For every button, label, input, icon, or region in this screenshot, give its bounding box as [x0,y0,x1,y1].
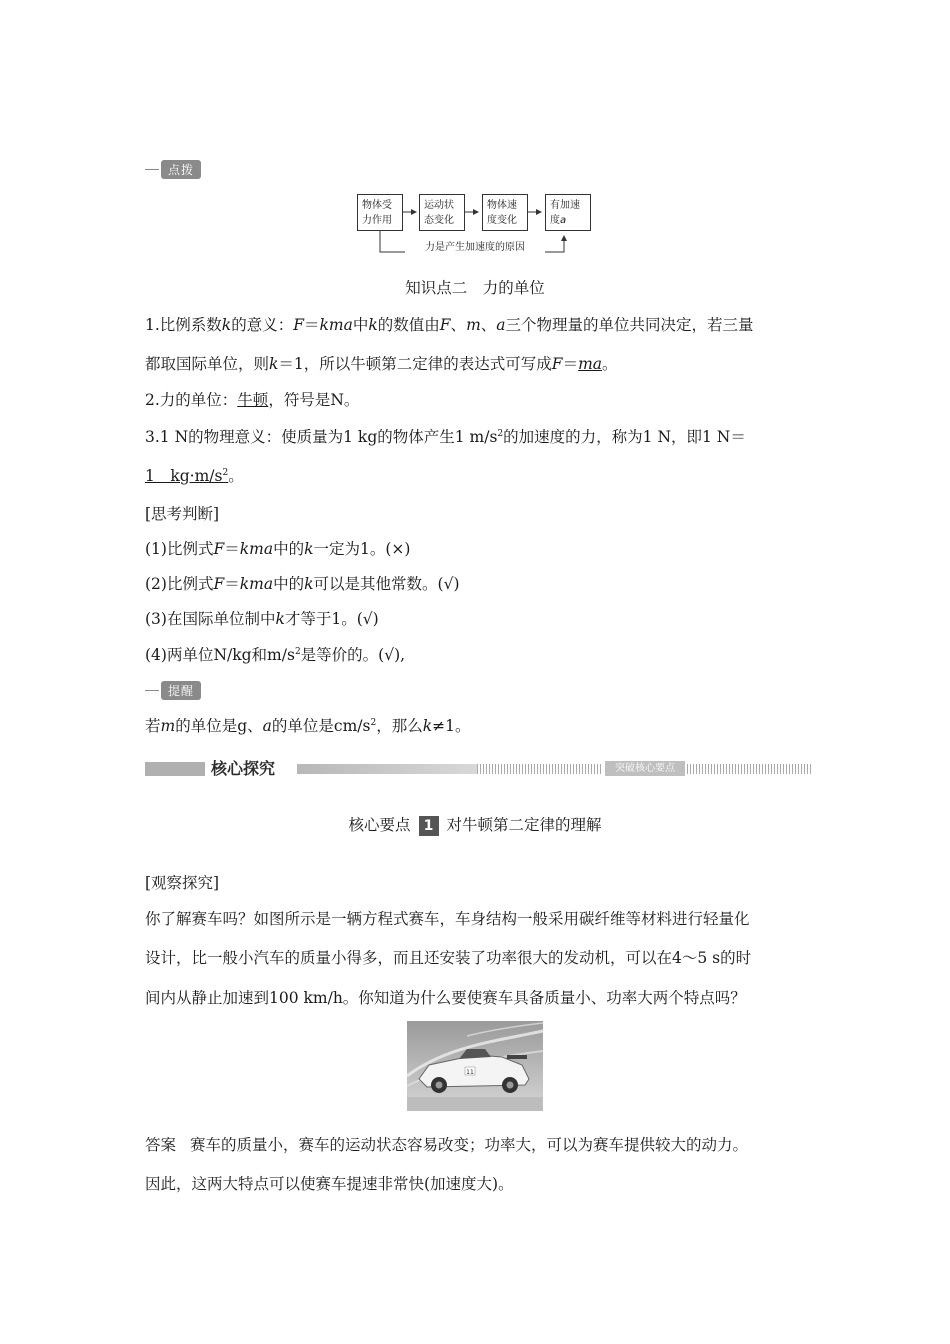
think-q1: (1)比例式F＝kma中的k一定为1。(×) [145,540,411,558]
tag-dash [145,690,159,691]
race-car-photo [407,1021,543,1111]
dianbo-label: 点拨 [161,160,201,179]
flow-box-acceleration [545,194,591,231]
car-number: 11 [466,1069,474,1076]
item1-line1: 1.比例系数k的意义：F＝kma中k的数值由F、m、a三个物理量的单位共同决定，若三量 [145,316,754,334]
flow-box-velocity: 物体速度变化 [482,194,528,231]
answer-ma: ma [578,355,603,373]
flow-feedback-label: 力是产生加速度的原因 [405,238,545,253]
flow-box-acc-var: a [560,215,567,226]
answer-line1: 答案 赛车的质量小，赛车的运动状态容易改变；功率大，可以为赛车提供较大的动力。 [145,1136,749,1154]
item1-line2: 都取国际单位，则k＝1，所以牛顿第二定律的表达式可写成F＝ma。 [145,355,618,373]
answer-line2: 因此，这两大特点可以使赛车提速非常快(加速度大)。 [145,1175,514,1193]
core-bar-subtitle: 突破核心要点 [605,761,685,776]
dianbo-tag [145,160,201,179]
flow-box-state: 运动状态变化 [419,194,465,231]
race-car-illustration [407,1021,543,1111]
flow-box-acc-text: 有加速度 [550,200,580,226]
answer-unit: 1 $kg\cdot m/s^2$ [145,467,229,485]
item3-line1: 3.1 N的物理意义：使质量为1 kg的物体产生1 $m/s^2$的加速度的力，称为1 N，即1 N＝ [145,428,746,446]
tixing-label: 提醒 [161,681,201,700]
core-point-heading [0,813,950,836]
core-bar-stripes-left [477,764,601,774]
reminder-text: 若m的单位是g、a的单位是$cm/s^2$，那么k≠1。 [145,717,471,735]
answer-newton: 牛顿 [237,391,269,409]
observe-heading: [观察探究] [145,874,220,892]
core-bar-title: 核心探究 [211,759,276,778]
item2: 2.力的单位：牛顿，符号是N。 [145,391,360,409]
think-q3: (3)在国际单位制中k才等于1。(√) [145,610,379,628]
observe-line3: 间内从静止加速到100 km/h。你知道为什么要使赛车具备质量小、功率大两个特点吗？ [145,989,746,1007]
core-bar-stripes-right [687,764,813,774]
flowchart [357,192,597,258]
tixing-tag [145,681,201,700]
core-point-title: 对牛顿第二定律的理解 [446,816,602,834]
observe-line1: 你了解赛车吗？如图所示是一辆方程式赛车，车身结构一般采用碳纤维等材料进行轻量化 [145,910,750,928]
core-point-number: 1 [419,816,439,836]
core-section-bar [145,759,813,779]
core-bar-left [145,762,205,776]
observe-line2: 设计，比一般小汽车的质量小得多，而且还安装了功率很大的发动机，可以在4～5 s的时 [145,949,752,967]
section-title: 知识点二 力的单位 [405,279,545,297]
think-q4: (4)两单位N/kg和$m/s^2$是等价的。(√), [145,646,406,664]
think-q2: (2)比例式F＝kma中的k可以是其他常数。(√) [145,575,460,593]
flow-box-force: 物体受力作用 [357,194,403,231]
core-point-label: 核心要点 [348,816,411,834]
item3-line2: 1 $kg\cdot m/s^2$。 [145,467,244,485]
tag-dash [145,169,159,170]
core-bar-mid [297,764,477,774]
answer-label: 答案 [145,1136,177,1154]
think-heading: [思考判断] [145,505,220,523]
